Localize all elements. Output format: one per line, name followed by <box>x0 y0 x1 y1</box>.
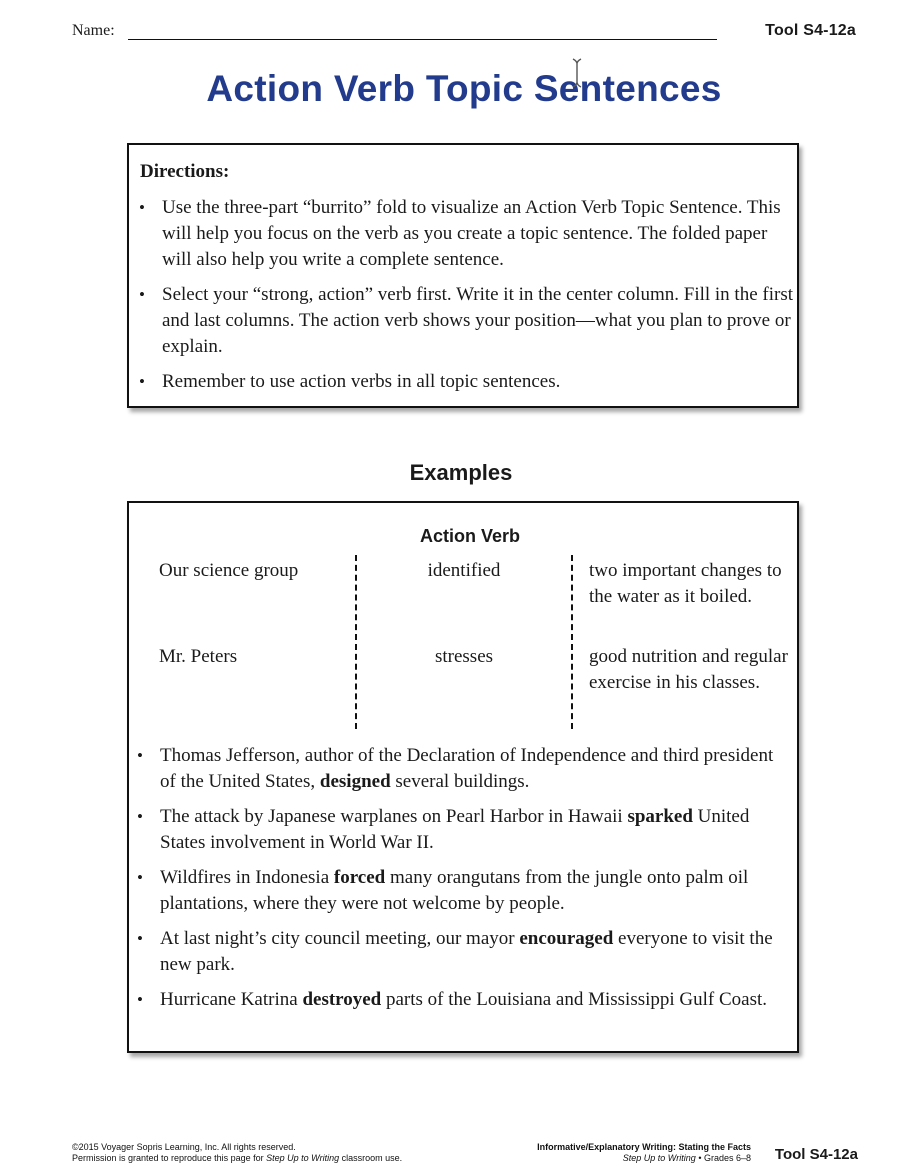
permission-series: Step Up to Writing <box>266 1153 340 1163</box>
example-sentence <box>127 804 792 856</box>
sentence-after: everyone to visit the new park. <box>160 928 773 975</box>
sentence-after: many orangutans from the jungle onto palm oil plantations, where they were not welcome by people. <box>160 867 749 914</box>
footer-book-info <box>537 1142 751 1164</box>
fold-line-right <box>571 555 573 729</box>
directions-list <box>129 195 794 404</box>
sentence-before: The attack by Japanese warplanes on Pearl Harbor in Hawaii <box>160 806 628 827</box>
name-row <box>72 22 717 42</box>
example-rest: two important changes to the water as it boiled. <box>589 560 782 607</box>
sentence-before: Thomas Jefferson, author of the Declaration of Independence and third president of the United States, <box>160 745 774 792</box>
page-title: Action Verb Topic Sentences <box>206 68 722 109</box>
directions-heading: Directions: <box>140 161 230 182</box>
tool-id-bottom: Tool S4-12a <box>774 1146 858 1163</box>
sentence-after: several buildings. <box>390 771 530 792</box>
footer-copyright <box>72 1142 402 1164</box>
sentence-after: parts of the Louisiana and Mississippi Gulf Coast. <box>381 989 768 1010</box>
example-subject: Our science group <box>159 560 299 581</box>
examples-heading: Examples <box>409 460 513 485</box>
directions-box <box>127 143 799 408</box>
directions-item: • Remember to use action verbs in all topic sentences. <box>129 369 794 395</box>
sentence-after: United States involvement in World War II. <box>160 806 750 853</box>
grades-text: • Grades 6–8 <box>695 1153 751 1163</box>
name-label: Name: <box>72 22 115 39</box>
example-sentence <box>127 926 792 978</box>
example-sentences-list <box>127 743 792 1022</box>
book-title: Informative/Explanatory Writing: Stating the Facts <box>537 1142 751 1152</box>
permission-before: Permission is granted to reproduce this page for <box>72 1153 267 1163</box>
series-name: Step Up to Writing <box>622 1153 696 1163</box>
tool-id-top: Tool S4-12a <box>765 22 856 39</box>
text-cursor-icon <box>571 58 583 88</box>
example-rest: good nutrition and regular exercise in his classes. <box>589 646 788 693</box>
sentence-verb: sparked <box>627 806 693 827</box>
sentence-before: At last night’s city council meeting, our mayor <box>160 928 520 949</box>
sentence-verb: designed <box>319 771 391 792</box>
series-line <box>537 1153 751 1164</box>
name-input-line[interactable] <box>128 39 717 40</box>
example-sentence <box>127 743 792 795</box>
examples-box <box>127 501 799 1053</box>
sentence-before: Wildfires in Indonesia <box>160 867 334 888</box>
action-verb-column-header: Action Verb <box>419 526 521 546</box>
fold-line-left <box>355 555 357 729</box>
example-verb: stresses <box>434 646 494 667</box>
copyright-text: ©2015 Voyager Sopris Learning, Inc. All rights reserved. <box>72 1142 296 1152</box>
directions-item: • Select your “strong, action” verb first. Write it in the center column. Fill in the first and last columns. The action verb shows your position—what you plan to prove or explain. <box>129 282 794 360</box>
sentence-verb: destroyed <box>302 989 382 1010</box>
permission-after: classroom use. <box>339 1153 403 1163</box>
permission-text <box>72 1153 402 1164</box>
sentence-verb: encouraged <box>519 928 614 949</box>
sentence-verb: forced <box>333 867 386 888</box>
directions-item: • Use the three-part “burrito” fold to visualize an Action Verb Topic Sentence. This will help you focus on the verb as you create a topic sentence. The folded paper will also help you write a complete sentence. <box>129 195 794 273</box>
sentence-before: Hurricane Katrina <box>160 989 303 1010</box>
example-sentence <box>127 865 792 917</box>
example-verb: identified <box>427 560 501 581</box>
example-subject: Mr. Peters <box>159 646 238 667</box>
example-sentence <box>127 987 792 1013</box>
